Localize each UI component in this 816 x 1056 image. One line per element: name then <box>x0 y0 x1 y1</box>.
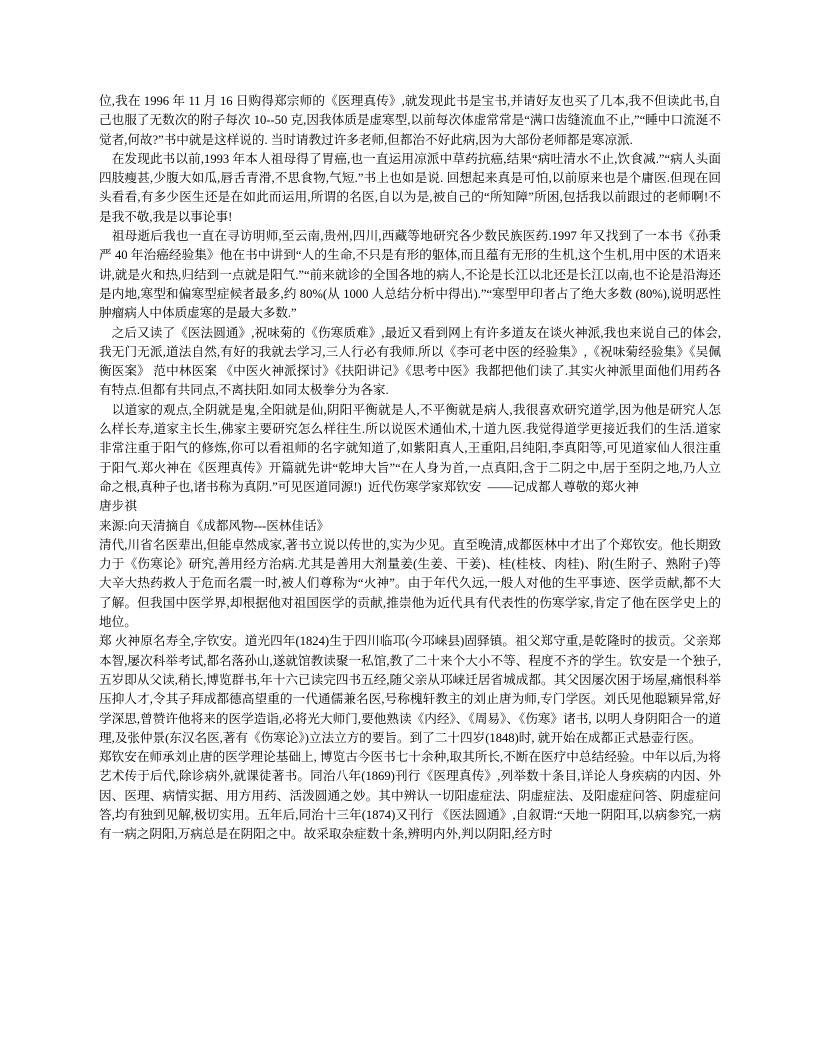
paragraph: 在发现此书以前,1993 年本人祖母得了胃癌,也一直运用凉派中草药抗癌,结果“病吐清水不止,饮食减.”“病人头面四肢瘦甚,少腹大如瓜,唇舌青滑,不思食物,气短.”书上也如是说. 回想起来真是可怕,以前原来也是个庸医.但现在回头看看,有多少医生还是在如此而运用,所谓的名医,自以为是,被自己的“所知障”所困,包括我以前跟过的老师啊!不是我不敬,我是以事论事! <box>99 151 721 224</box>
paragraph-cut-off-at-page-bottom: 郑钦安在师承刘止唐的医学理论基础上, 博览古今医书七十余种,取其所长,不断在医疗中总结经验。中年以后,为将艺术传于后代,除诊病外,就课徒著书。同治八年(1869)刊行《医理真传》,列举数十条目,详论人身疾病的内因、外因、医理、病情实据、用方用药、活泼圆通之妙。其中辨认一切阳虚症法、阴虚症法、及阳虚症问答、阴虚症问答,均有独到见解,极切实用。五年后,同治十三年(1874)又刊行 《医法圆通》,自叙谓:“天地一阴阳耳,以病参究,一病有一病之阴阳,万病总是在阴阳之中。故采取杂症数十条,辨明内外,判以阴阳,经方时 <box>99 750 721 842</box>
paragraph: 祖母逝后我也一直在寻访明师,至云南,贵州,四川,西藏等地研究各少数民族医药.1997 年又找到了一本书《孙秉严 40 年治癌经验集》他在书中讲到“人的生命,不只是有形的躯体,而且蕴有无形的生机,这个生机,用中医的术语来讲,就是火和热,归结到一点就是阳气.”“前来就诊的全国各地的病人,不论是长江以北还是长江以南,也不论是沿海还是内地,寒型和偏寒型症候者最多,约 80%(从 1000 人总结分析中得出).”“寒型甲印者占了绝大多数 (80%),说明恶性肿瘤病人中体质虚寒的是最大多数.” <box>99 229 721 321</box>
paragraph: 郑 火神原名寿全,字钦安。道光四年(1824)生于四川临邛(今邛崃县)固驿镇。祖父郑守重,是乾隆时的拔贡。父亲郑本智,屡次科举考试,都名落孙山,遂就馆教读聚一私馆,教了二十来个大小不等、程度不齐的学生。钦安是一个独子,五岁即从父读,稍长,博览群书,年十六已读完四书五经,随父亲从邛崃迁居省城成都。其父因屡次困于场屋,痛恨科举压抑人才,令其子拜成都德高望重的一代通儒兼名医,号称槐轩教主的刘止唐为师,专门学医。刘氏见他聪颖异常,好学深思,曾赞许他将来的医学造诣,必将光大师门,要他熟读《内经》、《周易》、《伤寒》诸书, 以明人身阴阳合一的道理,及张仲景(东汉名医,著有《伤寒论》)立法立方的要旨。到了二十四岁(1848)时, 就开始在成都正式悬壶行医。 <box>99 634 721 745</box>
paragraph: 清代,川省名医辈出,但能卓然成家,著书立说以传世的,实为少见。直至晚清,成都医林中才出了个郑钦安。他长期致力于《伤寒论》研究,善用经方治病.尤其是善用大剂量姜(生姜、干姜)、桂(桂枝、肉桂)、附(生附子、熟附子)等大辛大热药救人于危而名震一时,被人们尊称为“火神”。由于年代久远,一般人对他的生平事迹、医学贡献,都不大了解。但我国中医学界,却根据他对祖国医学的贡献,推崇他为近代具有代表性的伤寒学家,肯定了他在医学史上的地位。 <box>99 537 721 630</box>
paragraph-with-inline-article-title: 以道家的观点,全阴就是鬼,全阳就是仙,阴阳平衡就是人,不平衡就是病人,我很喜欢研究道学,因为他是研究人怎么样长寿,道家主长生,佛家主要研究怎么样往生.所以说医术通仙术,十道九医.我觉得道学更接近我们的生活.道家非常注重于阳气的修炼,你可以看祖师的名字就知道了,如紫阳真人,王重阳,吕纯阳,李真阳等,可见道家仙人很注重于阳气.郑火神在《医理真传》开篇就先讲“乾坤大旨”“在人身为首,一点真阳,含于二阴之中,居于至阴之地,乃人立命之根,真种子也,诸书称为真阴.”可见医道同源!) 近代伤寒学家郑钦安 ——记成都人尊敬的郑火神 <box>99 402 721 494</box>
author-line: 唐步祺 <box>99 499 137 514</box>
source-line: 来源:向天清摘自《成都风物---医林佳话》 <box>99 518 330 533</box>
paragraph-continued-from-previous-page: 位,我在 1996 年 11 月 16 日购得郑宗师的《医理真传》,就发现此书是宝书,并请好友也买了几本,我不但读此书,自己也服了无数次的附子每次 10--50 克,因我体质是虚寒型,以前每次体虚常常是“满口齿缝流血不止,”“睡中口流涎不觉者,何故?”书中就是这样说的. 当时请教过许多老师,但都治不好此病,因为大部份老师都是寒凉派. <box>99 94 721 147</box>
paragraph: 之后又读了《医法圆通》,祝味菊的《伤寒质难》,最近又看到网上有许多道友在谈火神派,我也来说自己的体会,我无门无派,道法自然,有好的我就去学习,三人行必有我师.所以《李可老中医的经验集》,《祝味菊经验集》《吴佩衡医案》 范中林医案 《中医火神派探讨》《扶阳讲记》《思考中医》我都把他们读了.其实火神派里面他们用药各有特点.但都有共同点,不离扶阳.如同太极拳分为各家. <box>99 325 721 398</box>
document-body <box>99 92 721 845</box>
